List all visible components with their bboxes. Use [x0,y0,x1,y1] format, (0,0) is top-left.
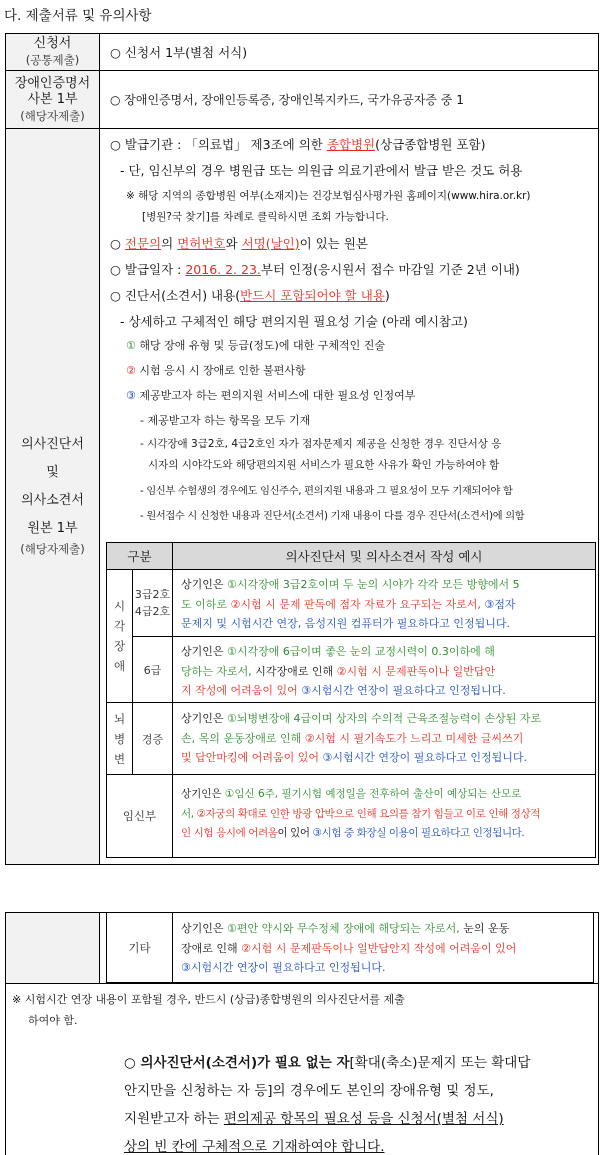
row-diagnosis-label-2: 및 [46,464,59,480]
example-table-header [107,543,595,570]
final-3u: 편의제공 항목의 필요성 등을 신청서(별첨 서식) [223,1111,504,1127]
visual-grade-a [133,570,173,636]
item-3-text: 제공받고자 하는 편의지원 서비스에 대한 필요성 인정여부 [135,389,416,402]
other-l1-pre: 상기인은 [181,922,228,935]
brain-cat-char-3: 변 [113,751,126,766]
other-text [173,913,593,983]
issuer-highlight: 종합병원 [326,137,376,152]
pregnant-l1-g: ①임신 6주, 필기시험 예정일을 전후하여 출산이 예상되는 산모로 [224,788,522,800]
bullet-4: - 원서접수 시 신청한 내용과 진단서(소견서) 기재 내용이 다를 경우 진단서(소견서)에 의함 [140,511,525,522]
brain-l2-g: 손, 목의 운동장애로 인해 [181,731,305,745]
issuer-suffix: (상급종합병원 포함) [375,137,486,152]
content-line [110,286,390,304]
date-value: 2016. 2. 23. [185,262,261,277]
example-row-brain [107,703,595,775]
final-1b: [확대(축소)문제지 또는 확대답 [349,1055,531,1071]
visual-a-l1-pre: 상기인은 [181,578,228,591]
detail-line: - 상세하고 구체적인 해당 편의지원 필요성 기술 (아래 예시참고) [120,314,468,329]
example-row-visual [107,570,595,703]
issuer-line [110,135,485,153]
visual-b-l2-mid: 시각장애로 인해 [255,664,337,678]
pregnant-l3-r: 인 시험 응시에 어려움 [181,827,278,839]
visual-b-text [173,637,595,702]
row-certificate [6,71,598,129]
visual-b-l2-g: 당하는 자로서, [181,664,256,678]
row-diagnosis-label-4: 원본 1부 [27,520,78,536]
submission-table [5,33,599,865]
example-row-other [107,913,593,983]
bullet-1: - 제공받고자 하는 항목을 모두 기재 [140,414,311,427]
specialist-license: 면허번호 [177,236,226,251]
pregnant-l1-pre: 상기인은 [181,788,225,800]
visual-b-l2-r: ②시험 시 문제판독이나 일반답안 [336,664,496,678]
row-diagnosis-content-cell [100,129,598,864]
visual-b-l1-pre: 상기인은 [181,645,228,658]
other-l2-r: ②시험 시 문제판독이나 일반답안지 작성에 어려움이 있어 [241,941,517,955]
continuation-label-cell [6,913,100,983]
date-line [110,260,520,278]
row-application-content: ○ 신청서 1부(별첨 서식) [110,45,248,60]
pregnant-l3-b: ③시험 중 화장실 이용이 필요하다고 인정됩니다. [312,827,525,839]
row-certificate-content: ○ 장애인증명서, 장애인등록증, 장애인복지카드, 국가유공자증 중 1 [110,93,464,107]
visual-a-l2-b: ③점자 [484,597,516,611]
row-application-content-cell [100,34,598,70]
visual-a-l1-g: ①시각장애 3급2호이며 두 눈의 시야가 각각 모든 방향에서 5 [227,578,520,591]
pregnant-l3-mid: 이 있어 [277,827,313,839]
item-1-num: ① [126,339,136,352]
other-l3-b: ③시험시간 연장이 필요하다고 인정됩니다. [181,961,386,974]
continuation-divider [6,983,598,984]
content-suffix: ) [384,288,390,303]
item-1 [126,337,385,353]
visual-sub-b [133,637,595,702]
other-l2-pre: 장애로 인해 [181,941,242,955]
content-required: 반드시 포함되어야 할 내용 [240,288,385,303]
brain-l2-r: ②시험 시 필기속도가 느리고 미세한 글씨쓰기 [304,731,524,745]
item-2-text: 시험 응시 시 장애로 인한 불편사항 [135,364,306,377]
pregnant-l2-r: ②자궁의 확대로 인한 방광 압박으로 인해 요의를 참기 힘들고 이로 인해 정상적 [196,807,540,820]
specialist-mid-2: 와 [225,236,242,251]
visual-grade-b: 6급 [133,637,173,702]
pregnant-l2-g: 서, [181,807,197,820]
bullet-2b: 시자의 시야각도와 해당편의지원 서비스가 필요한 사유가 확인 가능하여야 함 [148,459,500,471]
visual-grade-a2: 4급2호 [134,605,171,618]
specialist-mid-1: 의 [161,236,178,251]
brain-grade: 경증 [133,703,173,774]
date-suffix: 부터 인정(응시원서 접수 마감일 기준 2년 이내) [260,262,520,277]
visual-cat-char-2: 각 [113,619,126,633]
visual-sub-a [133,570,595,637]
item-2 [126,362,306,378]
content-prefix: ○ 진단서(소견서) 내용( [110,288,241,303]
example-table [106,542,596,858]
other-l1-end: 눈의 운동 [463,922,510,935]
item-2-num: ② [126,364,136,377]
item-1-text: 해당 장애 유형 및 등급(정도)에 대한 구체적인 진술 [135,339,385,352]
row-certificate-label-1: 장애인증명서 [14,75,91,91]
example-col-2: 의사진단서 및 의사소견서 작성 예시 [285,549,483,564]
visual-b-l1-g: ①시각장애 6급이며 좋은 눈의 교정시력이 0.3이하에 해 [227,645,495,658]
item-3 [126,387,415,403]
visual-category [107,570,133,702]
specialist-line [110,234,368,252]
final-4u: 상의 빈 칸에 구체적으로 기재하여야 합니다. [124,1139,385,1155]
row-diagnosis-label-cell [6,129,100,864]
visual-b-l3-r: 지 작성에 어려움이 있어 [181,684,302,697]
specialist-red: 전문의 [124,236,162,251]
row-application-label-cell [6,34,100,70]
visual-cat-char-3: 장 [113,639,126,653]
visual-a-l2-g: 도 이하로 [181,597,231,611]
footer-note-1: ※ 시험시간 연장 내용이 포함될 경우, 반드시 (상급)종합병원의 의사진단서를 제출 [12,993,405,1006]
row-application-sub: (공통제출) [25,53,80,67]
example-table-continued [106,913,594,983]
row-certificate-label-2: 사본 1부 [27,91,78,107]
section-heading: 다. 제출서류 및 유의사항 [4,8,152,24]
footer-note-2: 하여야 함. [28,1014,78,1027]
row-diagnosis-label-1: 의사진단서 [21,436,84,452]
hira-note-1: ※ 해당 지역의 종합병원 여부(소재지)는 건강보험심사평가원 홈페이지(www.hira.or.kr) [126,190,531,202]
date-prefix: ○ 발급일자 : [110,262,186,277]
example-col-1: 구분 [107,543,173,569]
row-diagnosis-label-3: 의사소견서 [21,492,84,508]
specialist-sign: 서명(날인) [241,236,300,251]
brain-l3-b: ③시험시간 연장이 필요하다고 인정됩니다. [322,751,527,764]
visual-cat-char-1: 시 [113,599,126,613]
visual-cat-char-4: 애 [113,659,126,673]
brain-l3-r: 및 답안마킹에 어려움이 있어 [181,751,323,764]
issuer-prefix: ○ 발급기관 : 「의료법」 제3조에 의한 [110,137,327,152]
brain-cat-char-2: 병 [113,731,126,746]
row-application-label: 신청서 [33,36,72,51]
row-certificate-label-cell [6,71,100,128]
continuation-table [5,912,599,1155]
row-certificate-content-cell [100,71,598,128]
visual-a-text [173,570,595,636]
brain-cat-char-1: 뇌 [113,711,126,726]
specialist-end: 이 있는 원본 [299,236,368,251]
visual-a-l2-r: ②시험 시 문제 판독에 점자 자료가 요구되는 자로서, [230,597,485,611]
other-category: 기타 [107,913,173,983]
final-line-4 [124,1135,385,1155]
row-certificate-sub: (해당자제출) [20,108,85,123]
final-3a: 지원받고자 하는 [124,1111,224,1127]
example-row-pregnant [107,775,595,857]
item-3-num: ③ [126,389,136,402]
brain-l1-g: ①뇌병변장애 4급이며 상자의 수의적 근육조절능력이 손상된 자로 [227,712,542,725]
row-diagnosis-sub: (해당자제출) [20,541,85,556]
pregnant-note: - 단, 임신부의 경우 병원급 또는 의원급 의료기관에서 발급 받은 것도 허용 [120,163,523,178]
visual-grade-a1: 3급2호 [134,588,171,601]
final-line-1 [124,1051,530,1071]
final-line-3 [124,1107,504,1127]
brain-l1-pre: 상기인은 [181,712,228,725]
pregnant-text [173,775,595,857]
visual-a-l3-b: 문제지 및 시험시간 연장, 음성지원 컴퓨터가 필요하다고 인정됩니다. [181,617,510,630]
specialist-bullet: ○ [110,236,125,251]
row-diagnosis [6,129,598,864]
bullet-2a: - 시각장애 3급2호, 4급2호인 자가 점자문제지 제공을 신청한 경우 진단서상 응 [140,438,502,450]
brain-text [173,703,595,774]
visual-b-l3-b: ③시험시간 연장이 필요하다고 인정됩니다. [301,684,506,697]
bullet-3: - 임신부 수험생의 경우에도 임신주수, 편의지원 내용과 그 필요성이 모두 기재되어야 함 [140,486,513,497]
hira-note-2: [병원?국 찾기]를 차례로 클릭하시면 조회 가능합니다. [142,211,389,223]
final-1a: ○ 의사진단서(소견서)가 필요 없는 자 [124,1055,350,1071]
final-line-2: 안지만을 신청하는 자 등]의 경우에도 본인의 장애유형 및 정도, [124,1083,494,1099]
pregnant-category: 임신부 [107,775,173,857]
row-application [6,34,598,71]
brain-category [107,703,133,774]
other-l1-g: ①편안 약시와 무수정체 장애에 해당되는 자로서, [227,922,464,935]
